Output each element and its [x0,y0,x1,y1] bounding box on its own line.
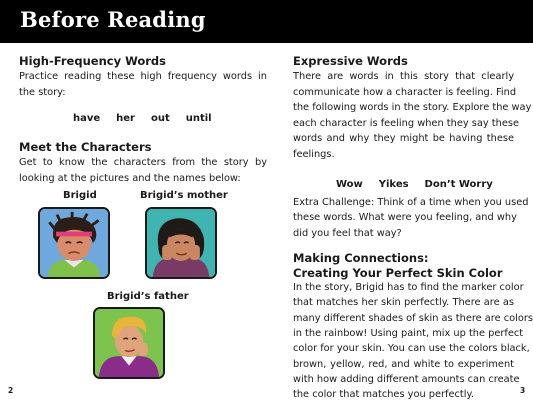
mk-line: in the rainbow! Using paint, mix up the perfect [293,327,524,339]
father-portrait [93,307,165,379]
mk-line: with how adding different amounts can create [293,373,520,385]
page-number-right: 3 [520,386,526,395]
expressive-words-heading: Expressive Words [293,54,408,68]
mc-body-line: looking at the pictures and the names below: [19,173,241,184]
hf-word: her [116,113,135,124]
hf-body-line: the story: [19,87,66,98]
page-number-left: 2 [8,386,14,395]
brigid-portrait [38,207,110,279]
making-connections-heading: Making Connections: [293,251,429,265]
ew-line: There are words in this story that clearly [293,71,514,82]
challenge-line: did you feel that way? [293,228,402,239]
expressive-word: Yikes [378,179,409,190]
ew-line: each character is feeling when they say these [293,118,519,129]
character-name-father: Brigid’s father [107,291,189,302]
hf-body-line: Practice reading these high frequency words in [19,71,267,82]
hf-word: out [150,113,170,124]
character-name-mother: Brigid’s mother [140,190,228,201]
meet-the-characters-heading: Meet the Characters [19,140,152,154]
mk-line: that matches her skin perfectly. There are as [293,297,514,309]
skin-color-heading: Creating Your Perfect Skin Color [293,266,503,280]
hf-word: until [185,113,212,124]
ew-line: the following words in the story. Explore the way [293,102,532,113]
mc-body-line: Get to know the characters from the story by [19,157,267,168]
page-title: Before Reading [20,7,206,32]
ew-line: communicate how a character is feeling. Find [293,87,517,98]
expressive-word: Don’t Worry [424,179,493,190]
character-name-brigid: Brigid [63,190,97,201]
challenge-line: Extra Challenge: Think of a time when you used [293,197,529,208]
expressive-word: Wow [336,179,363,190]
hf-word: have [73,113,101,124]
header-bar [0,0,533,43]
expressive-word-list [336,179,493,190]
mother-portrait [145,207,217,279]
mk-line: many different shades of skin as there are colors [293,312,533,324]
challenge-line: these words. What were you feeling, and why [293,212,517,223]
ew-line: feelings. [293,149,335,160]
mk-line: the color that matches you perfectly. [293,389,474,400]
mk-line: color for your skin. You can use the colors black, [293,343,530,355]
high-frequency-words-heading: High-Frequency Words [19,54,166,68]
mk-line: brown, yellow, red, and white to experiment [293,358,514,370]
ew-line: words and why they might be having these [293,133,514,144]
high-frequency-word-list [73,113,212,124]
mk-line: In the story, Brigid has to find the marker color [293,282,524,293]
